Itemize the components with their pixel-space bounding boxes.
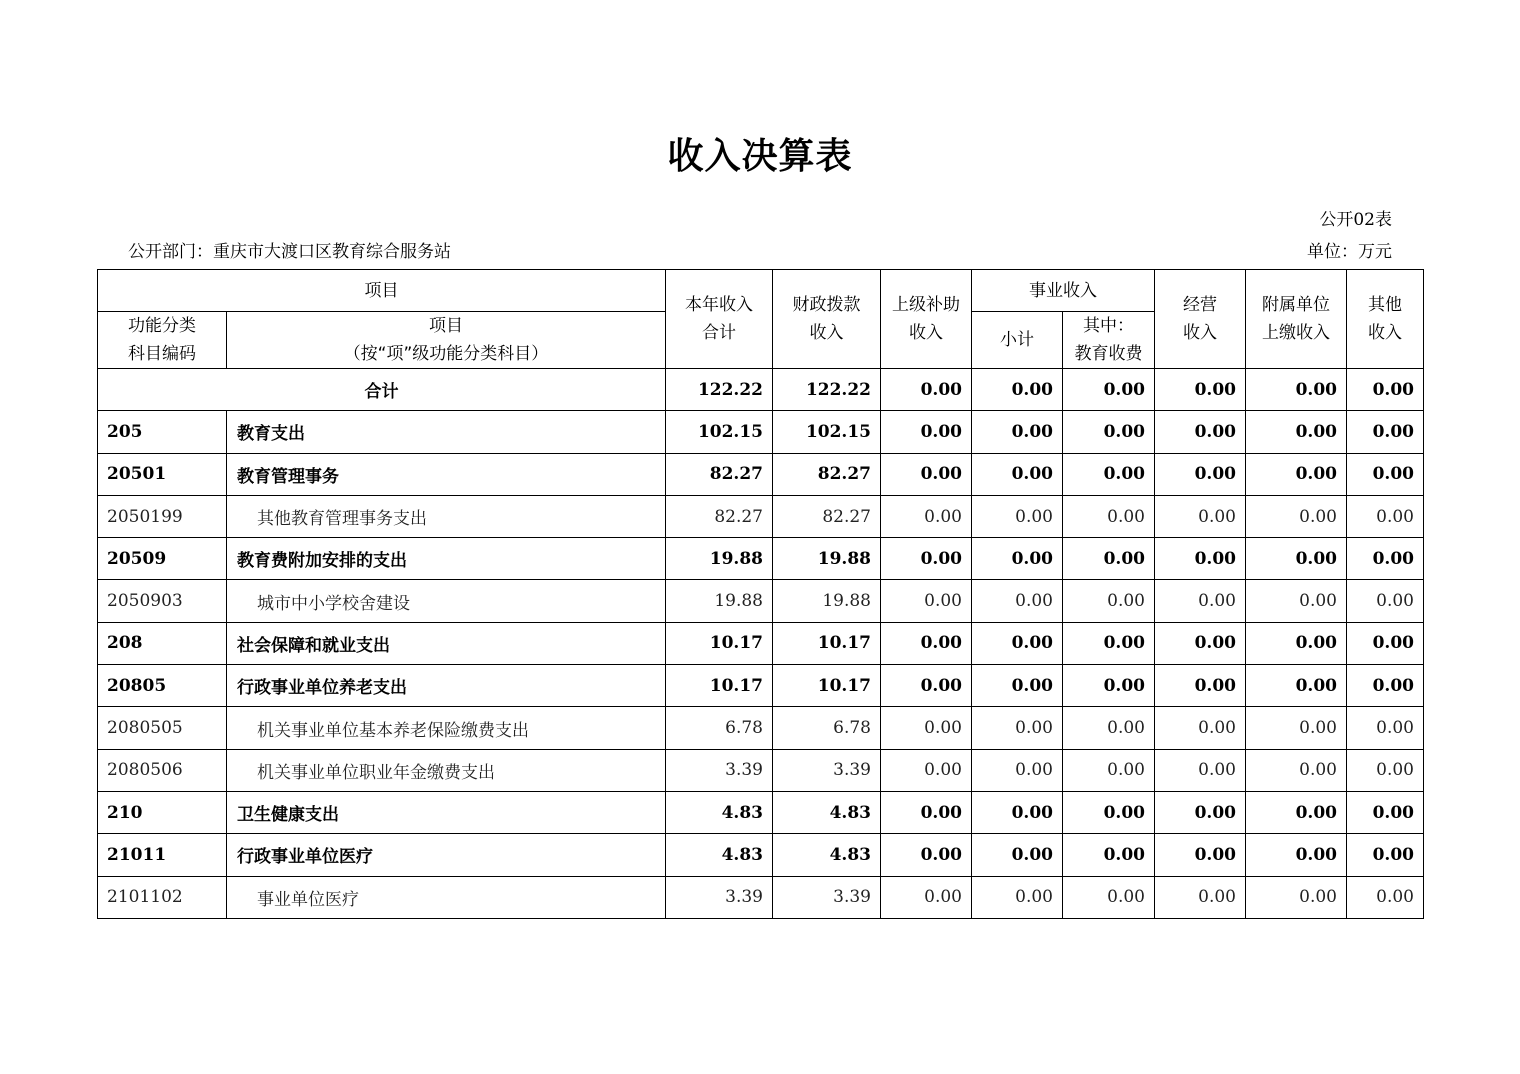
cell-value: 0.00: [881, 834, 972, 876]
cell-value: 82.27: [666, 495, 773, 537]
cell-value: 0.00: [1155, 495, 1246, 537]
cell-value: 4.83: [666, 834, 773, 876]
cell-code: 205: [98, 411, 227, 453]
cell-value: 0.00: [881, 749, 972, 791]
cell-name: 教育管理事务: [227, 453, 666, 495]
cell-value: 0.00: [1347, 665, 1424, 707]
cell-value: 0.00: [1347, 622, 1424, 664]
cell-value: 122.22: [666, 369, 773, 411]
cell-name: 社会保障和就业支出: [227, 622, 666, 664]
cell-value: 0.00: [1063, 369, 1155, 411]
cell-value: 6.78: [773, 707, 881, 749]
department-label: 公开部门：重庆市大渡口区教育综合服务站: [128, 242, 451, 262]
cell-value: 4.83: [773, 834, 881, 876]
income-table: [97, 269, 1424, 919]
cell-name: 机关事业单位基本养老保险缴费支出: [227, 707, 666, 749]
cell-value: 0.00: [1347, 369, 1424, 411]
cell-value: 0.00: [881, 453, 972, 495]
cell-value: 0.00: [881, 707, 972, 749]
unit-label: 单位：万元: [1307, 242, 1392, 262]
cell-value: 0.00: [1347, 538, 1424, 580]
table-row: [98, 495, 1424, 537]
cell-value: 0.00: [1155, 707, 1246, 749]
cell-value: 0.00: [1155, 876, 1246, 918]
cell-value: 82.27: [773, 495, 881, 537]
cell-code: 20509: [98, 538, 227, 580]
header-other: 其他 收入: [1347, 270, 1424, 369]
cell-value: 0.00: [1155, 580, 1246, 622]
cell-value: 0.00: [972, 411, 1063, 453]
cell-value: 0.00: [1155, 369, 1246, 411]
cell-value: 0.00: [972, 665, 1063, 707]
cell-value: 4.83: [773, 791, 881, 833]
cell-name: 事业单位医疗: [227, 876, 666, 918]
cell-value: 0.00: [1246, 834, 1347, 876]
cell-value: 0.00: [972, 791, 1063, 833]
header-career: 事业收入: [972, 270, 1155, 312]
cell-name: 教育支出: [227, 411, 666, 453]
cell-value: 3.39: [773, 749, 881, 791]
cell-name: 城市中小学校舍建设: [227, 580, 666, 622]
cell-value: 122.22: [773, 369, 881, 411]
table-row: [98, 707, 1424, 749]
header-superior: 上级补助 收入: [881, 270, 972, 369]
cell-value: 0.00: [972, 622, 1063, 664]
cell-value: 0.00: [1347, 495, 1424, 537]
cell-value: 3.39: [666, 876, 773, 918]
cell-value: 0.00: [881, 665, 972, 707]
cell-value: 0.00: [881, 538, 972, 580]
table-row: [98, 411, 1424, 453]
cell-value: 0.00: [1063, 665, 1155, 707]
cell-value: 4.83: [666, 791, 773, 833]
cell-value: 0.00: [881, 411, 972, 453]
cell-value: 0.00: [972, 749, 1063, 791]
cell-value: 0.00: [1347, 834, 1424, 876]
cell-name: 行政事业单位医疗: [227, 834, 666, 876]
cell-value: 10.17: [773, 622, 881, 664]
cell-value: 0.00: [1246, 580, 1347, 622]
cell-value: 0.00: [1347, 580, 1424, 622]
cell-value: 0.00: [1063, 453, 1155, 495]
table-row: [98, 876, 1424, 918]
cell-value: 0.00: [1155, 411, 1246, 453]
header-affiliated: 附属单位 上缴收入: [1246, 270, 1347, 369]
cell-value: 0.00: [972, 369, 1063, 411]
cell-value: 0.00: [1155, 538, 1246, 580]
cell-value: 0.00: [972, 538, 1063, 580]
cell-value: 0.00: [972, 876, 1063, 918]
cell-value: 3.39: [666, 749, 773, 791]
table-row: [98, 622, 1424, 664]
cell-value: 6.78: [666, 707, 773, 749]
cell-value: 0.00: [1347, 411, 1424, 453]
header-subtotal: 小计: [972, 312, 1063, 369]
cell-value: 82.27: [773, 453, 881, 495]
cell-code: 20501: [98, 453, 227, 495]
header-project: 项目: [98, 270, 666, 312]
cell-value: 0.00: [1155, 453, 1246, 495]
total-label: 合计: [98, 369, 666, 411]
cell-value: 0.00: [881, 622, 972, 664]
header-operating: 经营 收入: [1155, 270, 1246, 369]
table-row: [98, 834, 1424, 876]
cell-value: 19.88: [666, 538, 773, 580]
table-row: [98, 749, 1424, 791]
cell-value: 82.27: [666, 453, 773, 495]
cell-value: 0.00: [1155, 791, 1246, 833]
cell-value: 0.00: [881, 369, 972, 411]
header-project-name: 项目 （按“项”级功能分类科目）: [227, 312, 666, 369]
cell-code: 21011: [98, 834, 227, 876]
cell-value: 0.00: [1246, 622, 1347, 664]
cell-code: 210: [98, 791, 227, 833]
cell-value: 0.00: [1246, 453, 1347, 495]
cell-code: 2080505: [98, 707, 227, 749]
cell-code: 2050903: [98, 580, 227, 622]
cell-value: 102.15: [666, 411, 773, 453]
cell-value: 0.00: [1063, 791, 1155, 833]
cell-value: 0.00: [972, 707, 1063, 749]
cell-value: 0.00: [1063, 622, 1155, 664]
cell-value: 0.00: [1155, 665, 1246, 707]
cell-value: 0.00: [1246, 495, 1347, 537]
cell-value: 0.00: [1155, 749, 1246, 791]
cell-value: 3.39: [773, 876, 881, 918]
cell-value: 0.00: [1347, 791, 1424, 833]
cell-value: 0.00: [1063, 834, 1155, 876]
total-row: [98, 369, 1424, 411]
cell-value: 0.00: [1155, 622, 1246, 664]
cell-value: 0.00: [1246, 369, 1347, 411]
cell-code: 2080506: [98, 749, 227, 791]
table-row: [98, 453, 1424, 495]
table-row: [98, 580, 1424, 622]
header-edu-fee: 其中： 教育收费: [1063, 312, 1155, 369]
cell-value: 0.00: [1347, 749, 1424, 791]
cell-value: 19.88: [773, 538, 881, 580]
cell-value: 0.00: [1246, 411, 1347, 453]
header-total: 本年收入 合计: [666, 270, 773, 369]
cell-value: 0.00: [972, 495, 1063, 537]
cell-name: 其他教育管理事务支出: [227, 495, 666, 537]
cell-value: 0.00: [972, 834, 1063, 876]
cell-value: 10.17: [666, 665, 773, 707]
cell-value: 0.00: [1246, 749, 1347, 791]
cell-value: 0.00: [1063, 580, 1155, 622]
cell-value: 0.00: [972, 580, 1063, 622]
cell-value: 0.00: [1063, 495, 1155, 537]
cell-code: 208: [98, 622, 227, 664]
cell-value: 0.00: [881, 791, 972, 833]
table-row: [98, 538, 1424, 580]
cell-value: 0.00: [1347, 876, 1424, 918]
cell-value: 0.00: [1246, 791, 1347, 833]
cell-name: 行政事业单位养老支出: [227, 665, 666, 707]
cell-value: 0.00: [881, 876, 972, 918]
cell-value: 0.00: [1063, 707, 1155, 749]
cell-value: 19.88: [666, 580, 773, 622]
cell-value: 0.00: [1246, 665, 1347, 707]
cell-value: 0.00: [1347, 453, 1424, 495]
cell-name: 教育费附加安排的支出: [227, 538, 666, 580]
cell-value: 0.00: [1246, 538, 1347, 580]
header-func-code: 功能分类 科目编码: [98, 312, 227, 369]
cell-value: 0.00: [881, 580, 972, 622]
cell-code: 2050199: [98, 495, 227, 537]
cell-name: 机关事业单位职业年金缴费支出: [227, 749, 666, 791]
table-row: [98, 791, 1424, 833]
table-row: [98, 665, 1424, 707]
cell-value: 0.00: [881, 495, 972, 537]
cell-code: 2101102: [98, 876, 227, 918]
cell-value: 0.00: [1063, 876, 1155, 918]
cell-value: 0.00: [1246, 876, 1347, 918]
cell-value: 0.00: [1063, 538, 1155, 580]
cell-code: 20805: [98, 665, 227, 707]
cell-value: 0.00: [1246, 707, 1347, 749]
cell-value: 10.17: [666, 622, 773, 664]
page-title: 收入决算表: [667, 136, 853, 177]
cell-name: 卫生健康支出: [227, 791, 666, 833]
cell-value: 0.00: [1063, 749, 1155, 791]
cell-value: 19.88: [773, 580, 881, 622]
header-fiscal: 财政拨款 收入: [773, 270, 881, 369]
cell-value: 0.00: [1063, 411, 1155, 453]
cell-value: 0.00: [1347, 707, 1424, 749]
cell-value: 0.00: [1155, 834, 1246, 876]
cell-value: 10.17: [773, 665, 881, 707]
form-number: 公开02表: [1319, 210, 1392, 230]
cell-value: 102.15: [773, 411, 881, 453]
cell-value: 0.00: [972, 453, 1063, 495]
